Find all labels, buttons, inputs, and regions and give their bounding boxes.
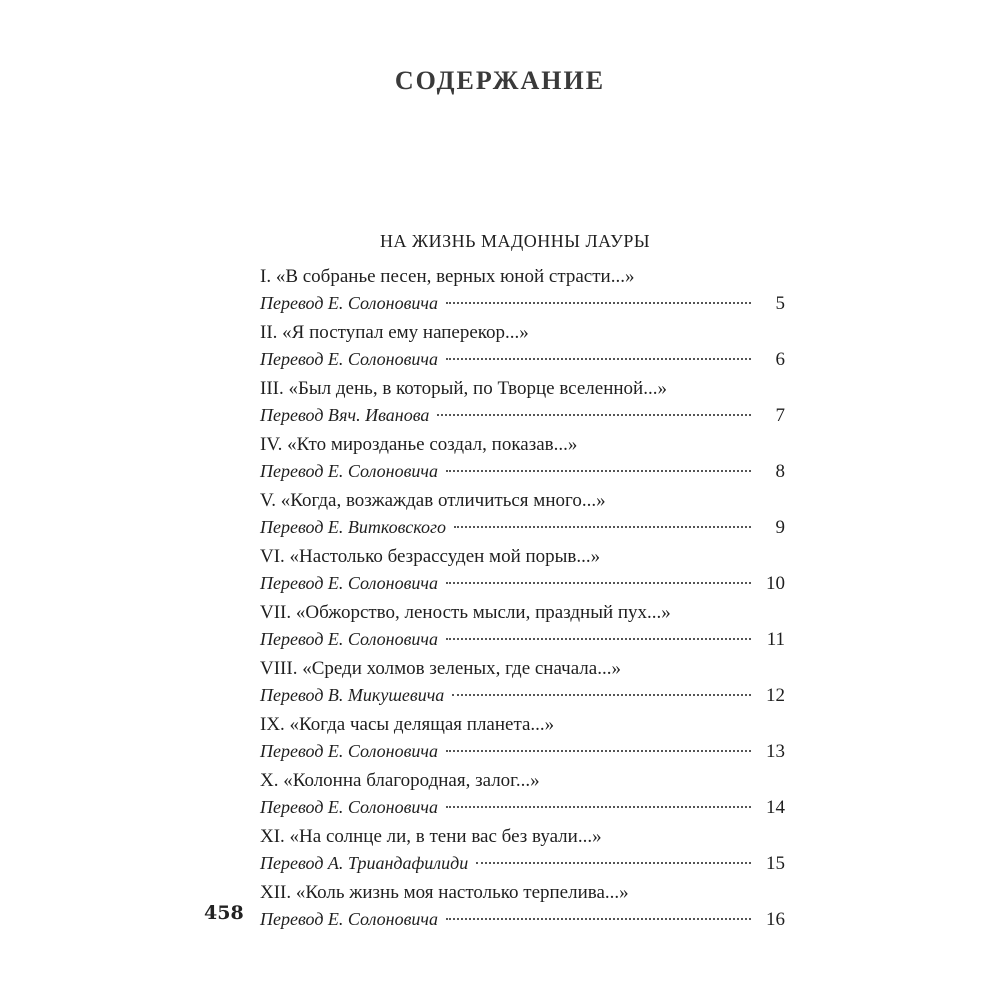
toc-entry	[260, 599, 785, 655]
translator-name: Перевод Е. Солоновича	[260, 293, 438, 313]
dot-leader	[446, 470, 751, 472]
translator-line	[260, 850, 785, 876]
translator-name: Перевод Е. Солоновича	[260, 909, 438, 929]
page-number: 458	[204, 902, 244, 924]
toc-entry	[260, 375, 785, 431]
page-ref: 7	[775, 405, 785, 426]
dot-leader	[446, 750, 751, 752]
translator-line	[260, 402, 785, 428]
translator-name: Перевод Е. Солоновича	[260, 741, 438, 761]
toc-entry	[260, 263, 785, 319]
translator-line	[260, 794, 785, 820]
dot-leader	[446, 638, 751, 640]
poem-title: I. «В собранье песен, верных юной страсти...»	[260, 266, 635, 287]
translator-name: Перевод Е. Солоновича	[260, 573, 438, 593]
poem-title: XI. «На солнце ли, в тени вас без вуали...»	[260, 826, 602, 847]
toc-entry	[260, 823, 785, 879]
poem-title: X. «Колонна благородная, залог...»	[260, 770, 540, 791]
dot-leader	[452, 694, 751, 696]
poem-title: III. «Был день, в который, по Творце вселенной...»	[260, 378, 667, 399]
translator-line	[260, 682, 785, 708]
page-ref: 10	[766, 573, 785, 594]
toc-entry	[260, 655, 785, 711]
poem-title: VIII. «Среди холмов зеленых, где сначала...»	[260, 658, 621, 679]
dot-leader	[454, 526, 751, 528]
toc-entry	[260, 879, 785, 935]
translator-line	[260, 290, 785, 316]
toc-entry	[260, 487, 785, 543]
page-title: СОДЕРЖАНИЕ	[394, 66, 606, 95]
page-ref: 11	[766, 629, 785, 650]
poem-title: IX. «Когда часы делящая планета...»	[260, 714, 555, 735]
poem-title: II. «Я поступал ему наперекор...»	[260, 322, 529, 343]
page-ref: 13	[766, 741, 785, 762]
page-ref: 9	[775, 517, 785, 538]
section-heading: НА ЖИЗНЬ МАДОННЫ ЛАУРЫ	[380, 231, 651, 251]
translator-line	[260, 626, 785, 652]
toc-entry	[260, 767, 785, 823]
page-ref: 12	[766, 685, 785, 706]
translator-name: Перевод А. Триандафилиди	[260, 853, 469, 873]
dot-leader	[476, 862, 751, 864]
translator-line	[260, 906, 785, 932]
poem-title: XII. «Коль жизнь моя настолько терпелива...»	[260, 882, 629, 903]
translator-name: Перевод Е. Солоновича	[260, 349, 438, 369]
toc-entry	[260, 711, 785, 767]
page-ref: 14	[766, 797, 785, 818]
dot-leader	[446, 582, 751, 584]
toc-entry	[260, 431, 785, 487]
dot-leader	[437, 414, 751, 416]
dot-leader	[446, 918, 751, 920]
page-ref: 6	[775, 349, 785, 370]
translator-name: Перевод Е. Солоновича	[260, 797, 438, 817]
dot-leader	[446, 806, 751, 808]
translator-line	[260, 458, 785, 484]
dot-leader	[446, 358, 751, 360]
translator-name: Перевод Вяч. Иванова	[260, 405, 430, 425]
translator-line	[260, 514, 785, 540]
poem-title: VII. «Обжорство, леность мысли, праздный пух...»	[260, 602, 671, 623]
translator-name: Перевод Е. Витковского	[260, 517, 446, 537]
toc-entry	[260, 543, 785, 599]
page-ref: 5	[775, 293, 785, 314]
page-ref: 15	[766, 853, 785, 874]
translator-line	[260, 346, 785, 372]
page-ref: 16	[766, 909, 785, 930]
translator-line	[260, 570, 785, 596]
poem-title: V. «Когда, возжаждав отличиться много...»	[260, 490, 606, 511]
page-ref: 8	[775, 461, 785, 482]
toc-entry	[260, 319, 785, 375]
poem-title: IV. «Кто мирозданье создал, показав...»	[260, 434, 578, 455]
translator-name: Перевод Е. Солоновича	[260, 629, 438, 649]
poem-title: VI. «Настолько безрассуден мой порыв...»	[260, 546, 601, 567]
translator-name: Перевод В. Микушевича	[260, 685, 445, 705]
translator-name: Перевод Е. Солоновича	[260, 461, 438, 481]
table-of-contents	[260, 263, 785, 935]
dot-leader	[446, 302, 751, 304]
translator-line	[260, 738, 785, 764]
